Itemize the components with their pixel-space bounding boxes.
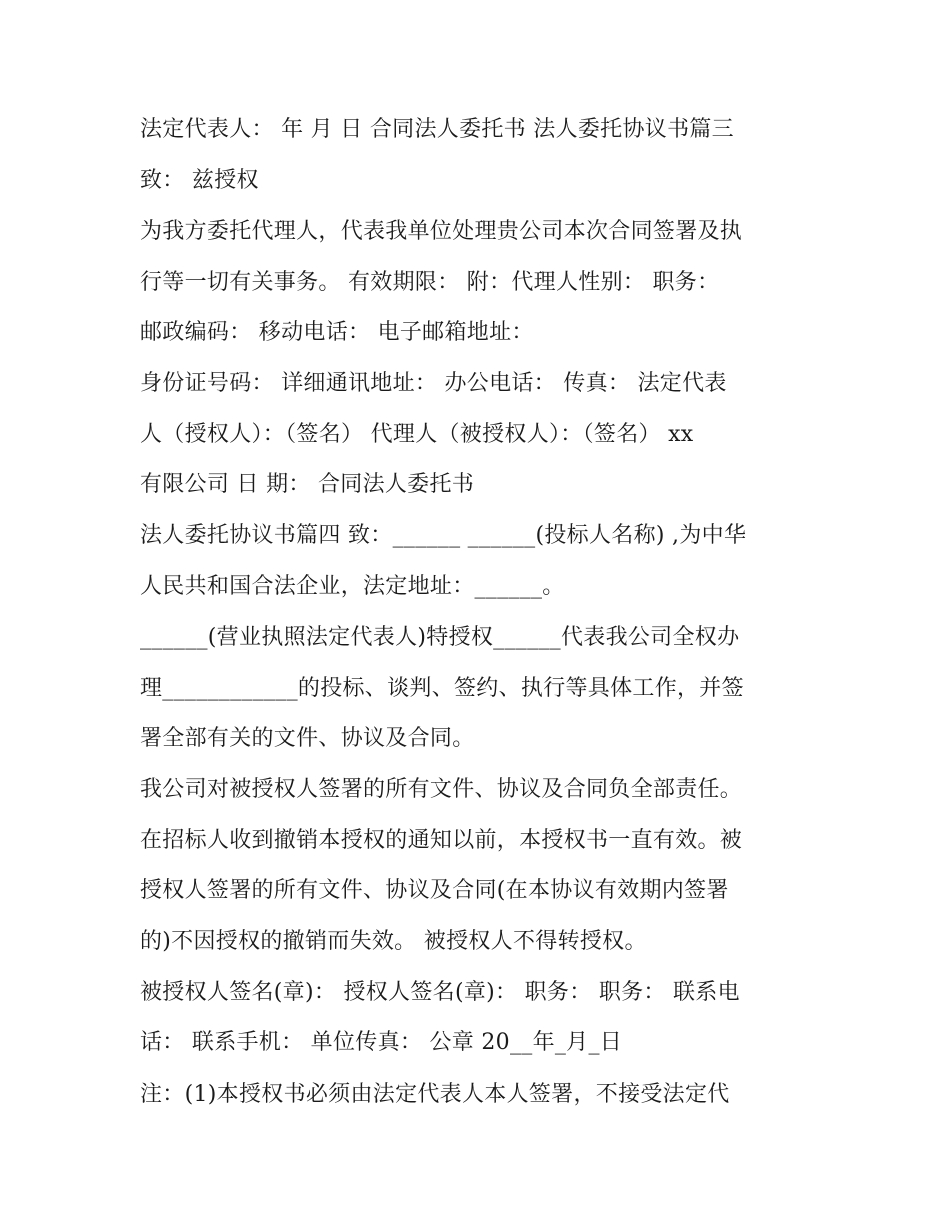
text-line: 署全部有关的文件、协议及合同。 xyxy=(140,726,475,751)
text-line: 行等一切有关事务。 有效期限： 附：代理人性别： 职务： xyxy=(140,270,720,295)
text-line: 邮政编码： 移动电话： 电子邮箱地址： xyxy=(140,320,534,345)
text-line: 理____________的投标、谈判、签约、执行等具体工作，并签 xyxy=(140,676,744,701)
text-line: 话： 联系手机： 单位传真： 公章 20__年_月_日 xyxy=(140,1030,623,1055)
text-line: 授权人签署的所有文件、协议及合同(在本协议有效期内签署 xyxy=(140,878,729,903)
text-line: 我公司对被授权人签署的所有文件、协议及合同负全部责任。 xyxy=(140,777,743,802)
text-line: 被授权人签名(章)： 授权人签名(章)： 职务： 职务： 联系电 xyxy=(140,980,740,1005)
text-line: 法定代表人： 年 月 日 合同法人委托书 法人委托协议书篇三 xyxy=(140,117,734,142)
text-line: 人（授权人）：（签名） 代理人（被授权人）：（签名） xx xyxy=(140,422,694,447)
text-line: 身份证号码： 详细通讯地址： 办公电话： 传真： 法定代表 xyxy=(140,371,727,396)
text-line: 的)不因授权的撤销而失效。 被授权人不得转授权。 xyxy=(140,929,647,954)
text-line: 致： 兹授权 xyxy=(140,168,259,193)
text-line: ______(营业执照法定代表人)特授权______代表我公司全权办 xyxy=(140,625,740,650)
text-line: 为我方委托代理人，代表我单位处理贵公司本次合同签署及执 xyxy=(140,219,743,244)
text-line: 注：(1)本授权书必须由法定代表人本人签署，不接受法定代 xyxy=(140,1082,730,1107)
text-line: 有限公司 日 期： 合同法人委托书 xyxy=(140,472,475,497)
text-line: 法人委托协议书篇四 致：______ ______(投标人名称) ,为中华 xyxy=(140,523,747,548)
text-line: 人民共和国合法企业，法定地址：______。 xyxy=(140,574,565,599)
text-line: 在招标人收到撤销本授权的通知以前，本授权书一直有效。被 xyxy=(140,828,743,853)
